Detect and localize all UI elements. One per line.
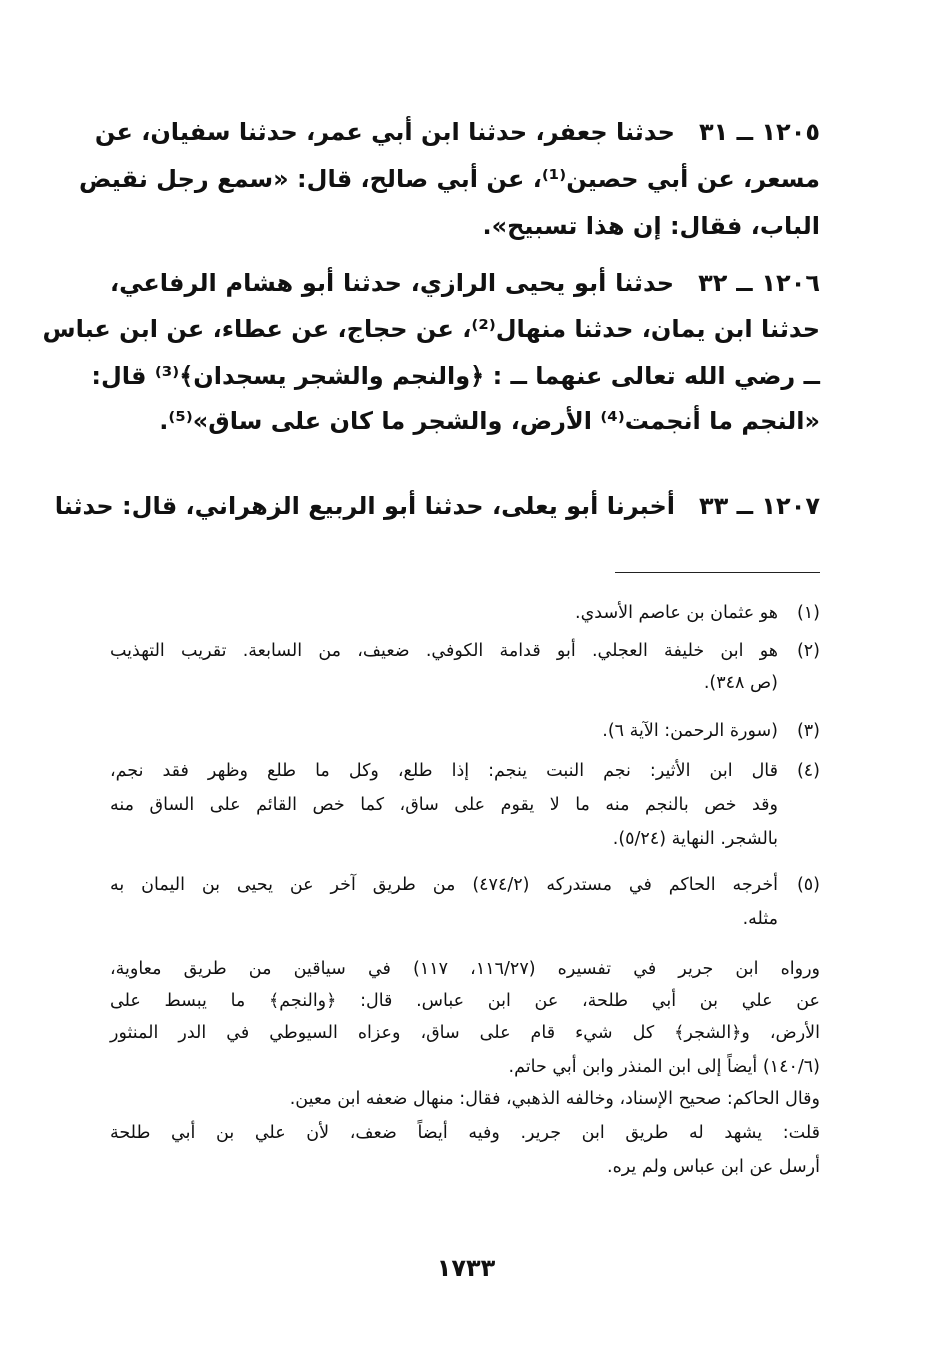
footnote-text: عن علي بن أبي طلحة، عن ابن عباس. قال: ﴿والنجم﴾ ما يبسط على <box>110 991 820 1011</box>
footnote-4 <box>110 756 820 786</box>
text-line: مسعر، عن أبي حصين⁽¹⁾، عن أبي صالح، قال: «سمع رجل نقيض <box>79 165 820 193</box>
hadith-text: حدثنا جعفر، حدثنا ابن أبي عمر، حدثنا سفيان، عن <box>94 118 675 146</box>
text-line <box>54 482 820 530</box>
footnote-number: (٣) <box>796 721 820 741</box>
footnote-text: ورواه ابن جرير في تفسيره (١١٦/٢٧، ١١٧) في سياقين من طريق معاوية، <box>110 959 820 979</box>
footnote-text: أخرجه الحاكم في مستدركه (٤٧٤/٢) من طريق آخر عن يحيى بن اليمان به <box>110 875 778 895</box>
footnote-number: (٥) <box>796 875 820 895</box>
footnote-text: قلت: يشهد له طريق ابن جرير. وفيه أيضاً ضعف، لأن علي بن أبي طلحة <box>110 1123 820 1143</box>
text-line: الباب، فقال: إن هذا تسبيح». <box>482 212 820 240</box>
footnote-number: (٤) <box>796 761 820 781</box>
footnote-text: قال ابن الأثير: نجم النبت ينجم: إذا طلع، وكل ما طلع وظهر فقد نجم، <box>110 761 778 781</box>
hadith-number: ١٢٠٧ ــ ٣٣ <box>698 492 820 520</box>
page-number: ١٧٣٣ <box>436 1254 496 1282</box>
hadith-text: حدثنا أبو يحيى الرازي، حدثنا أبو هشام الرفاعي، <box>110 269 675 297</box>
footnote-text: (سورة الرحمن: الآية ٦). <box>602 721 778 741</box>
text-line <box>110 259 820 307</box>
footnote-5 <box>110 870 820 900</box>
text-line <box>94 108 820 156</box>
footnote-2 <box>110 636 820 666</box>
text-line: ــ رضي الله تعالى عنهما ــ : ﴿والنجم والشجر يسجدان﴾⁽³⁾ قال: <box>91 362 820 390</box>
footnote-number: (١) <box>796 603 820 623</box>
hadith-number: ١٢٠٥ ــ ٣١ <box>698 118 820 146</box>
hadith-text: أخبرنا أبو يعلى، حدثنا أبو الربيع الزهراني، قال: حدثنا <box>54 492 675 520</box>
footnote-text: (١٤٠/٦) أيضاً إلى ابن المنذر وابن أبي حاتم. <box>508 1057 820 1077</box>
footnote-text: وقد خص بالنجم منه ما لا يقوم على ساق، كما خص القائم على الساق منه <box>110 795 778 815</box>
footnote-separator <box>615 572 820 573</box>
footnote-3 <box>110 716 820 746</box>
footnote-text: (ص ٣٤٨). <box>703 673 778 693</box>
footnote-text: هو ابن خليفة العجلي. أبو قدامة الكوفي. ضعيف، من السابعة. تقريب التهذيب <box>110 641 778 661</box>
footnote-number: (٢) <box>796 641 820 661</box>
text-line: «النجم ما أنجمت⁽⁴⁾ الأرض، والشجر ما كان على ساق»⁽⁵⁾. <box>159 407 820 435</box>
footnote-text: وقال الحاكم: صحيح الإسناد، وخالفه الذهبي، فقال: منهال ضعفه ابن معين. <box>289 1089 820 1109</box>
footnote-text: بالشجر. النهاية (٥/٢٤). <box>612 829 778 849</box>
footnote-text: أرسل عن ابن عباس ولم يره. <box>607 1157 820 1177</box>
footnote-text: الأرض، و﴿الشجر﴾ كل شيء قام على ساق، وعزاه السيوطي في الدر المنثور <box>110 1023 820 1043</box>
footnote-1 <box>110 598 820 628</box>
footnote-text: هو عثمان بن عاصم الأسدي. <box>575 603 778 623</box>
footnote-text: مثله. <box>742 909 778 929</box>
hadith-number: ١٢٠٦ ــ ٣٢ <box>698 269 820 297</box>
text-line: حدثنا ابن يمان، حدثنا منهال⁽²⁾، عن حجاج، عن عطاء، عن ابن عباس <box>42 315 820 343</box>
